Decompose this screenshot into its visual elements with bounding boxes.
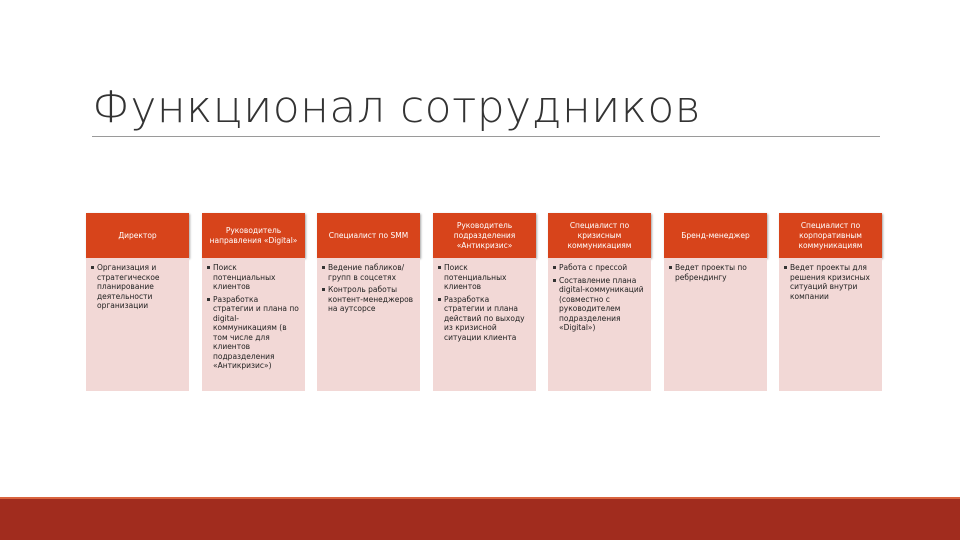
duty-item: Ведет проекты по ребрендингу — [669, 263, 763, 282]
role-duties — [433, 258, 536, 391]
duty-item: Работа с прессой — [553, 263, 647, 273]
role-header: Специалист по кризисным коммуникациям — [548, 213, 651, 258]
role-duties — [664, 258, 767, 391]
duty-item: Контроль работы контент-менеджеров на аутсорсе — [322, 285, 416, 314]
role-header: Специалист по SMM — [317, 213, 420, 258]
footer-bar — [0, 499, 960, 540]
roles-diagram — [86, 213, 883, 391]
duty-item: Поиск потенциальных клиентов — [438, 263, 532, 292]
duty-item: Разработка стратегии и плана по digital-коммуникациям (в том числе для клиентов подразделения «Антикризис») — [207, 295, 301, 371]
role-column-brand-manager — [664, 213, 767, 391]
role-duties — [317, 258, 420, 391]
duty-item: Ведение пабликов/групп в соцсетях — [322, 263, 416, 282]
duty-item: Поиск потенциальных клиентов — [207, 263, 301, 292]
role-header: Бренд-менеджер — [664, 213, 767, 258]
role-column-digital-head — [202, 213, 305, 391]
role-column-director — [86, 213, 189, 391]
duty-item: Ведет проекты для решения кризисных ситуаций внутри компании — [784, 263, 878, 301]
role-column-corporate-comms — [779, 213, 882, 391]
role-header: Руководитель направления «Digital» — [202, 213, 305, 258]
role-duties — [548, 258, 651, 391]
role-column-smm — [317, 213, 420, 391]
duty-item: Разработка стратегии и плана действий по выходу из кризисной ситуации клиента — [438, 295, 532, 343]
role-duties — [779, 258, 882, 391]
role-header: Руководитель подразделения «Антикризис» — [433, 213, 536, 258]
role-duties — [202, 258, 305, 391]
duty-item: Организация и стратегическое планирование деятельности организации — [91, 263, 185, 311]
role-column-anticrisis-head — [433, 213, 536, 391]
role-header: Специалист по корпоративным коммуникациям — [779, 213, 882, 258]
role-duties — [86, 258, 189, 391]
role-column-crisis-specialist — [548, 213, 651, 391]
duty-item: Составление плана digital-коммуникаций (совместно с руководителем подразделения «Digital») — [553, 276, 647, 333]
title-divider — [92, 136, 880, 137]
role-header: Директор — [86, 213, 189, 258]
slide-title: Функционал сотрудников — [92, 82, 702, 133]
